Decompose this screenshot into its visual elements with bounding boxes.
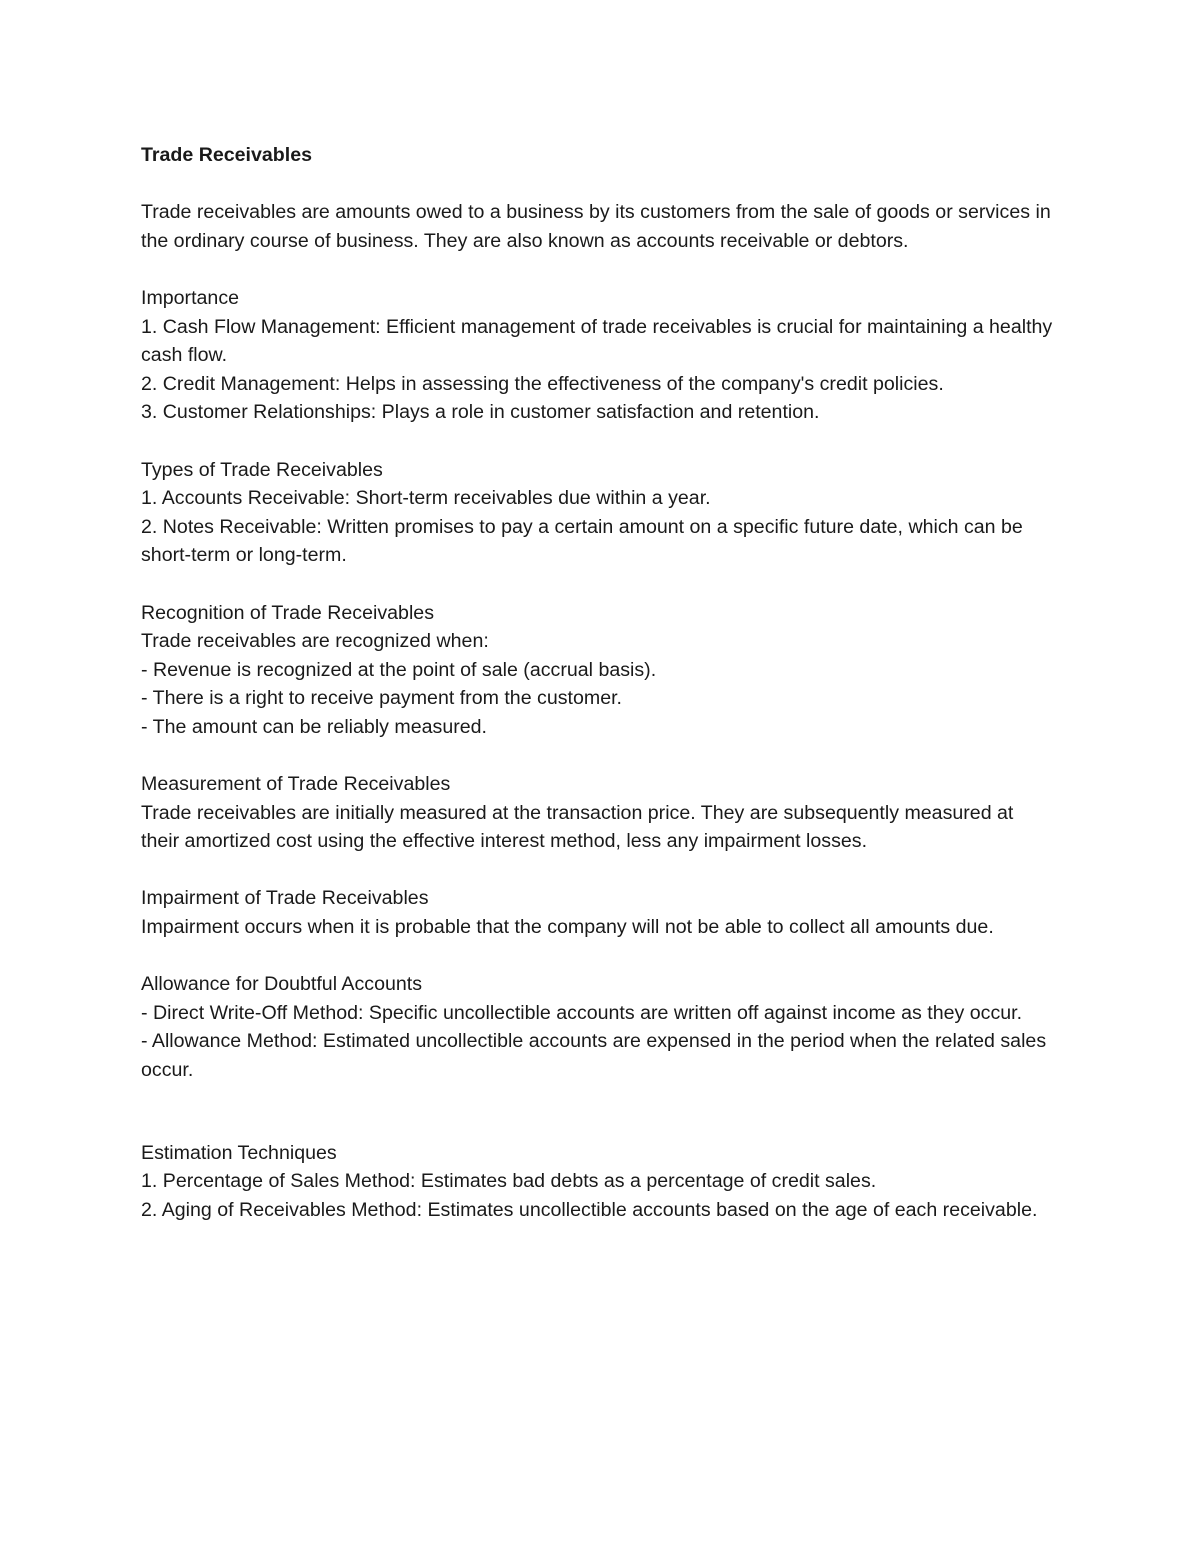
list-item: 1. Cash Flow Management: Efficient management of trade receivables is crucial for maintaining a healthy cash flow.	[141, 315, 1053, 367]
list-item: 2. Notes Receivable: Written promises to pay a certain amount on a specific future date, which can be short-term or long-term.	[141, 515, 1023, 567]
estimation-section	[141, 1139, 1056, 1225]
importance-section	[141, 284, 1056, 427]
section-paragraph: Impairment occurs when it is probable that the company will not be able to collect all amounts due.	[141, 916, 994, 939]
list-item: - Direct Write-Off Method: Specific uncollectible accounts are written off against income as they occur.	[141, 1001, 1023, 1024]
document-page	[141, 141, 1056, 1224]
section-heading: Allowance for Doubtful Accounts	[141, 973, 422, 996]
section-heading: Types of Trade Receivables	[141, 458, 383, 481]
section-heading: Estimation Techniques	[141, 1141, 337, 1164]
section-lead: Trade receivables are recognized when:	[141, 630, 489, 653]
allowance-section	[141, 970, 1056, 1084]
intro-paragraph: Trade receivables are amounts owed to a business by its customers from the sale of goods or services in the ordinary course of business. They are also known as accounts receivable or debtors.	[141, 201, 1051, 252]
types-section	[141, 456, 1056, 570]
list-item: 1. Percentage of Sales Method: Estimates bad debts as a percentage of credit sales.	[141, 1170, 877, 1193]
list-item: - There is a right to receive payment from the customer.	[141, 687, 622, 710]
section-heading: Importance	[141, 286, 240, 309]
list-item: - The amount can be reliably measured.	[141, 715, 487, 738]
impairment-section	[141, 884, 1056, 941]
list-item: 2. Aging of Receivables Method: Estimates uncollectible accounts based on the age of each receivable.	[141, 1198, 1038, 1221]
measurement-section	[141, 770, 1056, 856]
document-title: Trade Receivables	[141, 144, 313, 166]
recognition-section	[141, 599, 1056, 742]
list-item: 3. Customer Relationships: Plays a role in customer satisfaction and retention.	[141, 401, 820, 424]
list-item: - Allowance Method: Estimated uncollectible accounts are expensed in the period when the related sales occur.	[141, 1030, 1047, 1081]
section-heading: Measurement of Trade Receivables	[141, 773, 451, 796]
section-paragraph: Trade receivables are initially measured at the transaction price. They are subsequently measured at their amortized cost using the effective interest method, less any impairment losses.	[141, 801, 1014, 853]
section-heading: Recognition of Trade Receivables	[141, 601, 434, 624]
section-heading: Impairment of Trade Receivables	[141, 887, 429, 910]
list-item: 1. Accounts Receivable: Short-term receivables due within a year.	[141, 487, 711, 510]
list-item: - Revenue is recognized at the point of sale (accrual basis).	[141, 658, 657, 681]
list-item: 2. Credit Management: Helps in assessing the effectiveness of the company's credit policies.	[141, 372, 944, 395]
